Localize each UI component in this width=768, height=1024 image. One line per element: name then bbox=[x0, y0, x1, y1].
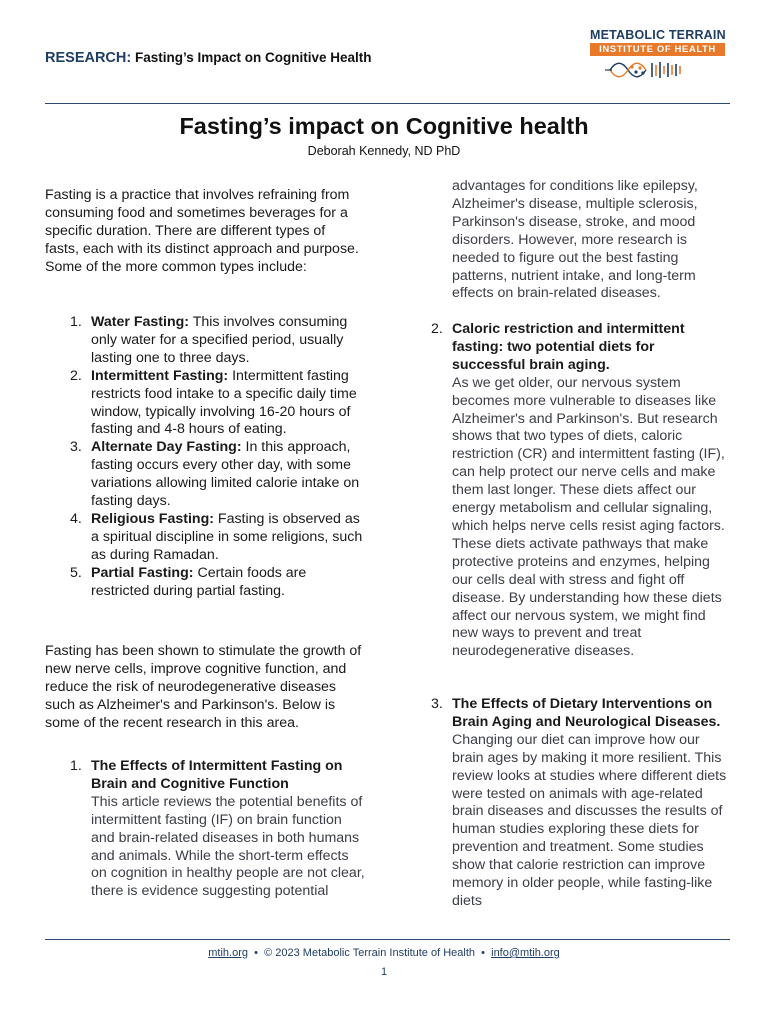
research-intro-paragraph: Fasting has been shown to stimulate the growth of new nerve cells, improve cognitive function, and reduce the risk of neurodegenerative diseases such as Alzheimer's and Parkinson's. Below is some of the recent research in this area. bbox=[45, 643, 362, 731]
research-title: The Effects of Dietary Interventions on Brain Aging and Neurological Diseases. bbox=[452, 696, 721, 730]
research-header-title: Fasting’s Impact on Cognitive Health bbox=[134, 50, 372, 65]
list-number: 4. bbox=[70, 510, 82, 527]
list-item bbox=[70, 439, 365, 511]
document-author: Deborah Kennedy, ND PhD bbox=[307, 144, 461, 158]
footer-bullet: • bbox=[254, 947, 258, 959]
list-item bbox=[70, 367, 365, 440]
footer-divider bbox=[45, 939, 730, 940]
research-number: 3. bbox=[431, 696, 443, 712]
page-number: 1 bbox=[380, 966, 388, 978]
institute-logo bbox=[590, 28, 725, 81]
research-item-3 bbox=[431, 696, 727, 911]
logo-dna-graphic bbox=[590, 59, 700, 81]
list-number: 3. bbox=[70, 439, 82, 456]
right-column-continued bbox=[452, 178, 727, 303]
footer-site-link[interactable]: mtih.org bbox=[208, 947, 248, 959]
list-item bbox=[70, 564, 365, 601]
list-item-label: Alternate Day Fasting: bbox=[91, 439, 242, 456]
list-item bbox=[70, 510, 365, 565]
footer-copyright: © 2023 Metabolic Terrain Institute of Health bbox=[264, 947, 476, 959]
left-column-para2 bbox=[45, 643, 363, 733]
list-item-text: Certain foods are restricted during partial fasting. bbox=[91, 564, 307, 599]
footer-email-link[interactable]: info@mtih.org bbox=[491, 947, 560, 959]
list-item-label: Religious Fasting: bbox=[91, 510, 214, 527]
logo-line1: METABOLIC TERRAIN bbox=[590, 28, 726, 42]
document-title: Fasting’s impact on Cognitive health bbox=[179, 113, 589, 139]
list-item-text: This involves consuming only water for a specified period, usually lasting one to three days. bbox=[91, 314, 348, 366]
research-title: Caloric restriction and intermittent fasting: two potential diets for successful brain aging. bbox=[452, 321, 685, 373]
research-body: As we get older, our nervous system becomes more vulnerable to diseases like Alzheimer's and Parkinson's. But research shows that two types of diets, caloric restriction (CR) and intermittent fasting (IF), can help protect our nerve cells and make them last longer. These diets affect our energy metabolism and cellular signaling, which helps nerve cells resist aging factors. These diets activate pathways that make protective proteins and enzymes, helping our cells deal with stress and fight off disease. By understanding how these diets affect our nervous system, we might find new ways to prevent and treat neurodegenerative diseases. bbox=[452, 374, 725, 660]
footer bbox=[0, 947, 768, 959]
research-header bbox=[45, 50, 372, 66]
list-number: 1. bbox=[70, 314, 82, 330]
continued-paragraph: advantages for conditions like epilepsy, Alzheimer's disease, multiple sclerosis, Parkinson's disease, stroke, and mood disorders. However, more research is needed to figure out the best fasting patterns, nutrient intake, and long-term effects on brain-related diseases. bbox=[452, 178, 698, 302]
list-number: 2. bbox=[70, 367, 82, 384]
research-title: The Effects of Intermittent Fasting on Brain and Cognitive Function bbox=[91, 758, 343, 792]
list-item-label: Partial Fasting: bbox=[91, 564, 194, 581]
list-item bbox=[70, 314, 365, 368]
research-body: Changing our diet can improve how our brain ages by making it more resilient. This review looks at studies where different diets were tested on animals with age-related brain diseases and discusses the results of human studies exploring these diets for prevention and treatment. Some studies show that calorie restriction can improve memory in older people, while fasting-like diets bbox=[452, 731, 727, 909]
research-item-2 bbox=[431, 321, 727, 661]
list-number: 5. bbox=[70, 564, 82, 581]
research-keyword: RESEARCH: bbox=[45, 50, 132, 66]
research-number: 2. bbox=[431, 321, 443, 337]
list-item-label: Water Fasting: bbox=[91, 314, 190, 330]
list-item-text: Intermittent fasting restricts food intake to a specific daily time window, typically involving 16-20 hours of fasting and 4-8 hours of eating. bbox=[91, 367, 357, 438]
header-divider bbox=[45, 103, 730, 104]
research-number: 1. bbox=[70, 758, 82, 774]
list-item-text: In this approach, fasting occurs every other day, with some variations allowing limited calorie intake on fasting days. bbox=[91, 439, 360, 510]
list-item-label: Intermittent Fasting: bbox=[91, 367, 229, 384]
research-item-1 bbox=[70, 758, 365, 901]
intro-paragraph: Fasting is a practice that involves refraining from consuming food and sometimes beverages for a specific duration. There are different types of fasts, each with its distinct approach and purpose. Some of the more common types include: bbox=[45, 187, 359, 275]
fasting-types-list bbox=[70, 314, 365, 601]
list-item-text: Fasting is observed as a spiritual discipline in some religions, such as during Ramadan. bbox=[91, 510, 363, 563]
logo-line2: INSTITUTE OF HEALTH bbox=[590, 43, 725, 56]
footer-bullet: • bbox=[481, 947, 485, 959]
research-body: This article reviews the potential benefits of intermittent fasting (IF) on brain function and brain-related diseases in both humans and animals. While the short-term effects on cognition in healthy people are not clear, there is evidence suggesting potential bbox=[91, 793, 365, 900]
left-column-intro bbox=[45, 187, 363, 277]
